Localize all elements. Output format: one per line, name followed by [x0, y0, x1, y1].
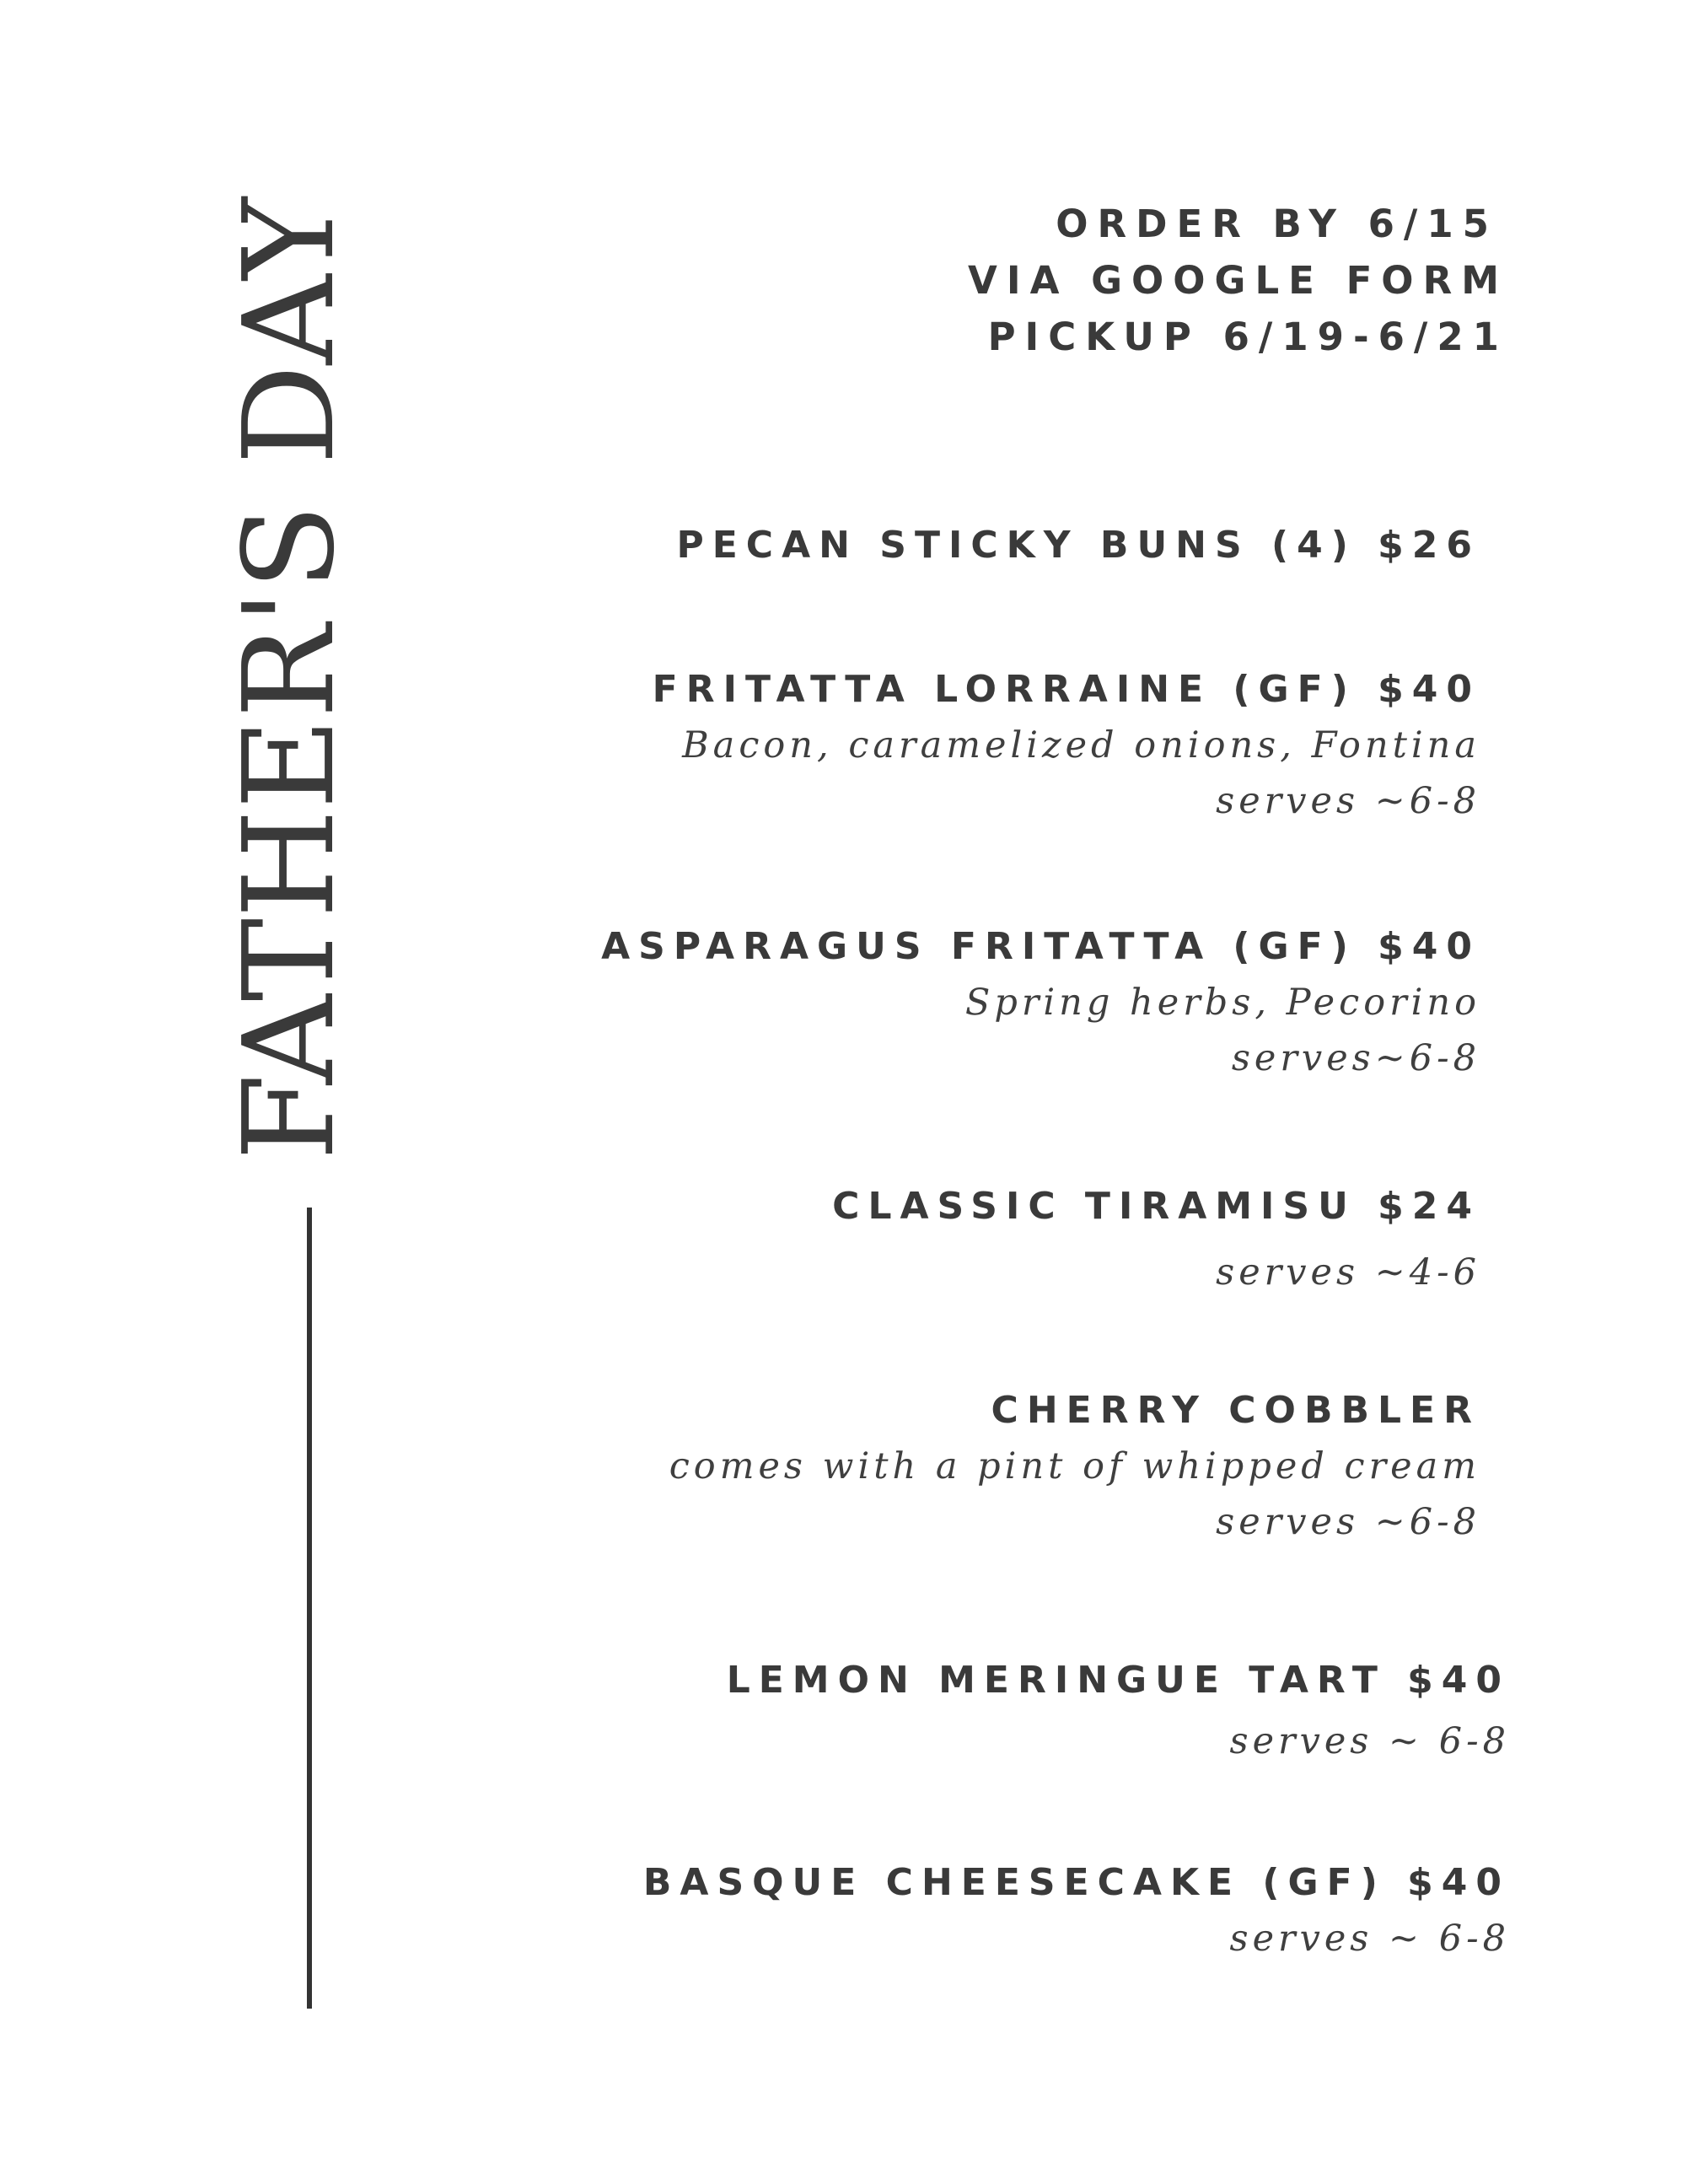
item-name: LEMON MERINGUE TART $40 — [726, 1659, 1510, 1702]
item-serves: serves ~6-8 — [1216, 780, 1480, 822]
item-name: BASQUE CHEESECAKE (GF) $40 — [642, 1861, 1510, 1904]
item-serves: serves~6-8 — [1231, 1037, 1480, 1079]
order-method: VIA GOOGLE FORM — [968, 258, 1508, 303]
pickup-dates: PICKUP 6/19-6/21 — [987, 315, 1508, 359]
item-name: CHERRY COBBLER — [991, 1389, 1480, 1432]
menu-item — [330, 1855, 1510, 1966]
item-serves: serves ~ 6-8 — [1229, 1918, 1510, 1960]
item-name: FRITATTA LORRAINE (GF) $40 — [652, 668, 1480, 711]
item-description: Bacon, caramelized onions, Fontina — [682, 724, 1480, 767]
menu-item — [300, 1179, 1480, 1300]
menu-item — [330, 1653, 1510, 1769]
menu-item — [300, 662, 1480, 829]
menu-item — [300, 919, 1480, 1086]
item-serves: serves ~4-6 — [1216, 1251, 1480, 1294]
item-description: comes with a pint of whipped cream — [669, 1445, 1480, 1487]
menu-item — [300, 1383, 1480, 1550]
menu-item — [300, 518, 1480, 573]
item-description: Spring herbs, Pecorino — [964, 982, 1480, 1024]
item-name: CLASSIC TIRAMISU $24 — [832, 1185, 1480, 1228]
item-serves: serves ~ 6-8 — [1229, 1720, 1510, 1762]
page-title: FATHER'S DAY — [217, 196, 362, 1161]
item-name: PECAN STICKY BUNS (4) $26 — [676, 524, 1480, 567]
order-deadline: ORDER BY 6/15 — [1056, 202, 1498, 246]
item-serves: serves ~6-8 — [1216, 1501, 1480, 1543]
item-name: ASPARAGUS FRITATTA (GF) $40 — [601, 925, 1480, 968]
